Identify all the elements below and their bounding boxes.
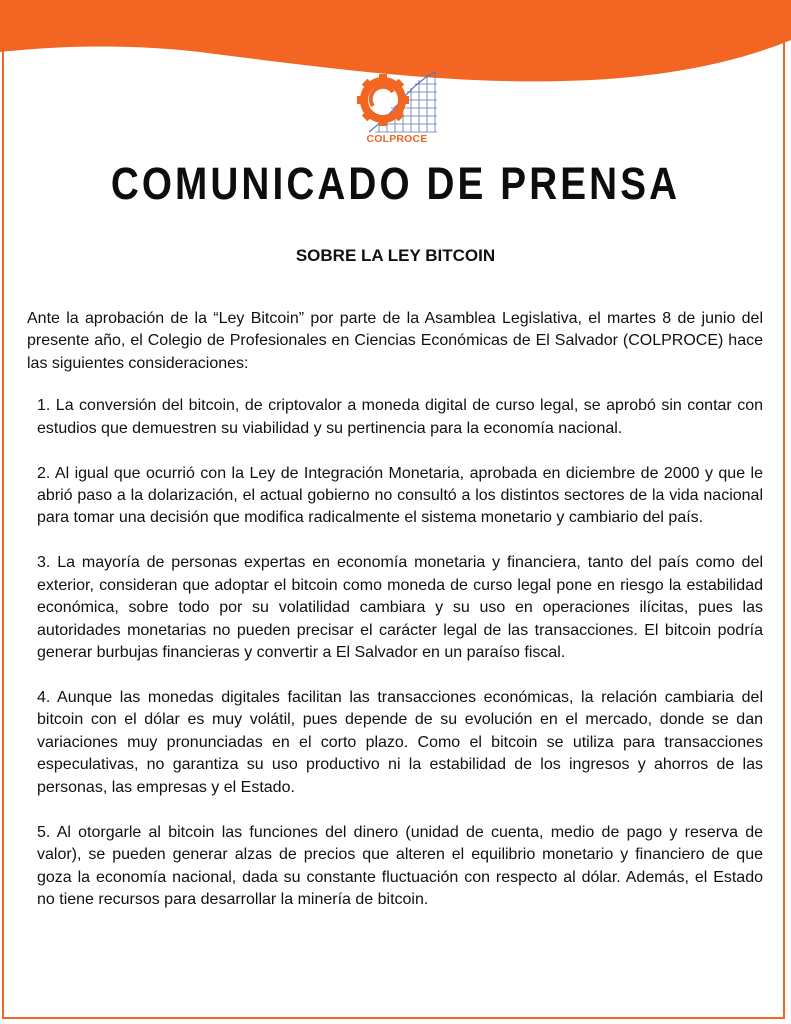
consideration-3: 3. La mayoría de personas expertas en economía monetaria y financiera, tanto del país como del exterior, consideran que adoptar el bitcoin como moneda de curso legal pone en riesgo la estabilidad económica, sobre todo por su volatilidad cambiara y su uso en operaciones ilícitas, pues las autoridades monetarias no pueden precisar el carácter legal de las transacciones. El bitcoin podría generar burbujas financieras y convertir a El Salvador en un paraíso fiscal. — [37, 554, 763, 662]
consideration-5: 5. Al otorgarle al bitcoin las funciones del dinero (unidad de cuenta, medio de pago y reserva de valor), se pueden generar alzas de precios que alteren el equilibrio monetario y financiero de que goza la economía nacional, dada su constante fluctuación con respecto al dólar. Además, el Estado no tiene recursos para desarrollar la minería de bitcoin. — [37, 823, 763, 908]
logo-text: COLPROCE — [366, 133, 428, 145]
consideration-4: 4. Aunque las monedas digitales facilitan las transacciones económicas, la relación cambiaria del bitcoin con el dólar es muy volátil, pues depende de su evolución en el mercado, donde se dan variaciones muy pronunciadas en el corto plazo. Como el bitcoin se utiliza para transacciones especulativas, no garantiza su uso productivo ni la estabilidad de los ingresos y ahorros de las personas, las empresas y el Estado. — [37, 689, 763, 796]
consideration-2: 2. Al igual que ocurrió con la Ley de Integración Monetaria, aprobada en diciembre de 2000 y que le abrió paso a la dolarización, el actual gobierno no consultó a los distintos sectores de la vida nacional para tomar una decisión que modifica radicalmente el sistema monetario y cambiario del país. — [37, 464, 763, 527]
press-release-body — [27, 308, 763, 934]
page-subtitle: SOBRE LA LEY BITCOIN — [295, 246, 496, 265]
page-title: COMUNICADO DE PRENSA — [110, 158, 681, 209]
intro-paragraph: Ante la aprobación de la “Ley Bitcoin” por parte de la Asamblea Legislativa, el martes 8 de junio del presente año, el Colegio de Profesionales en Ciencias Económicas de El Salvador (COLPROCE) hace las siguientes consideraciones: — [27, 310, 763, 372]
consideration-1: 1. La conversión del bitcoin, de criptovalor a moneda digital de curso legal, se aprobó sin contar con estudios que demuestren su viabilidad y su pertinencia para la economía nacional. — [37, 397, 763, 437]
